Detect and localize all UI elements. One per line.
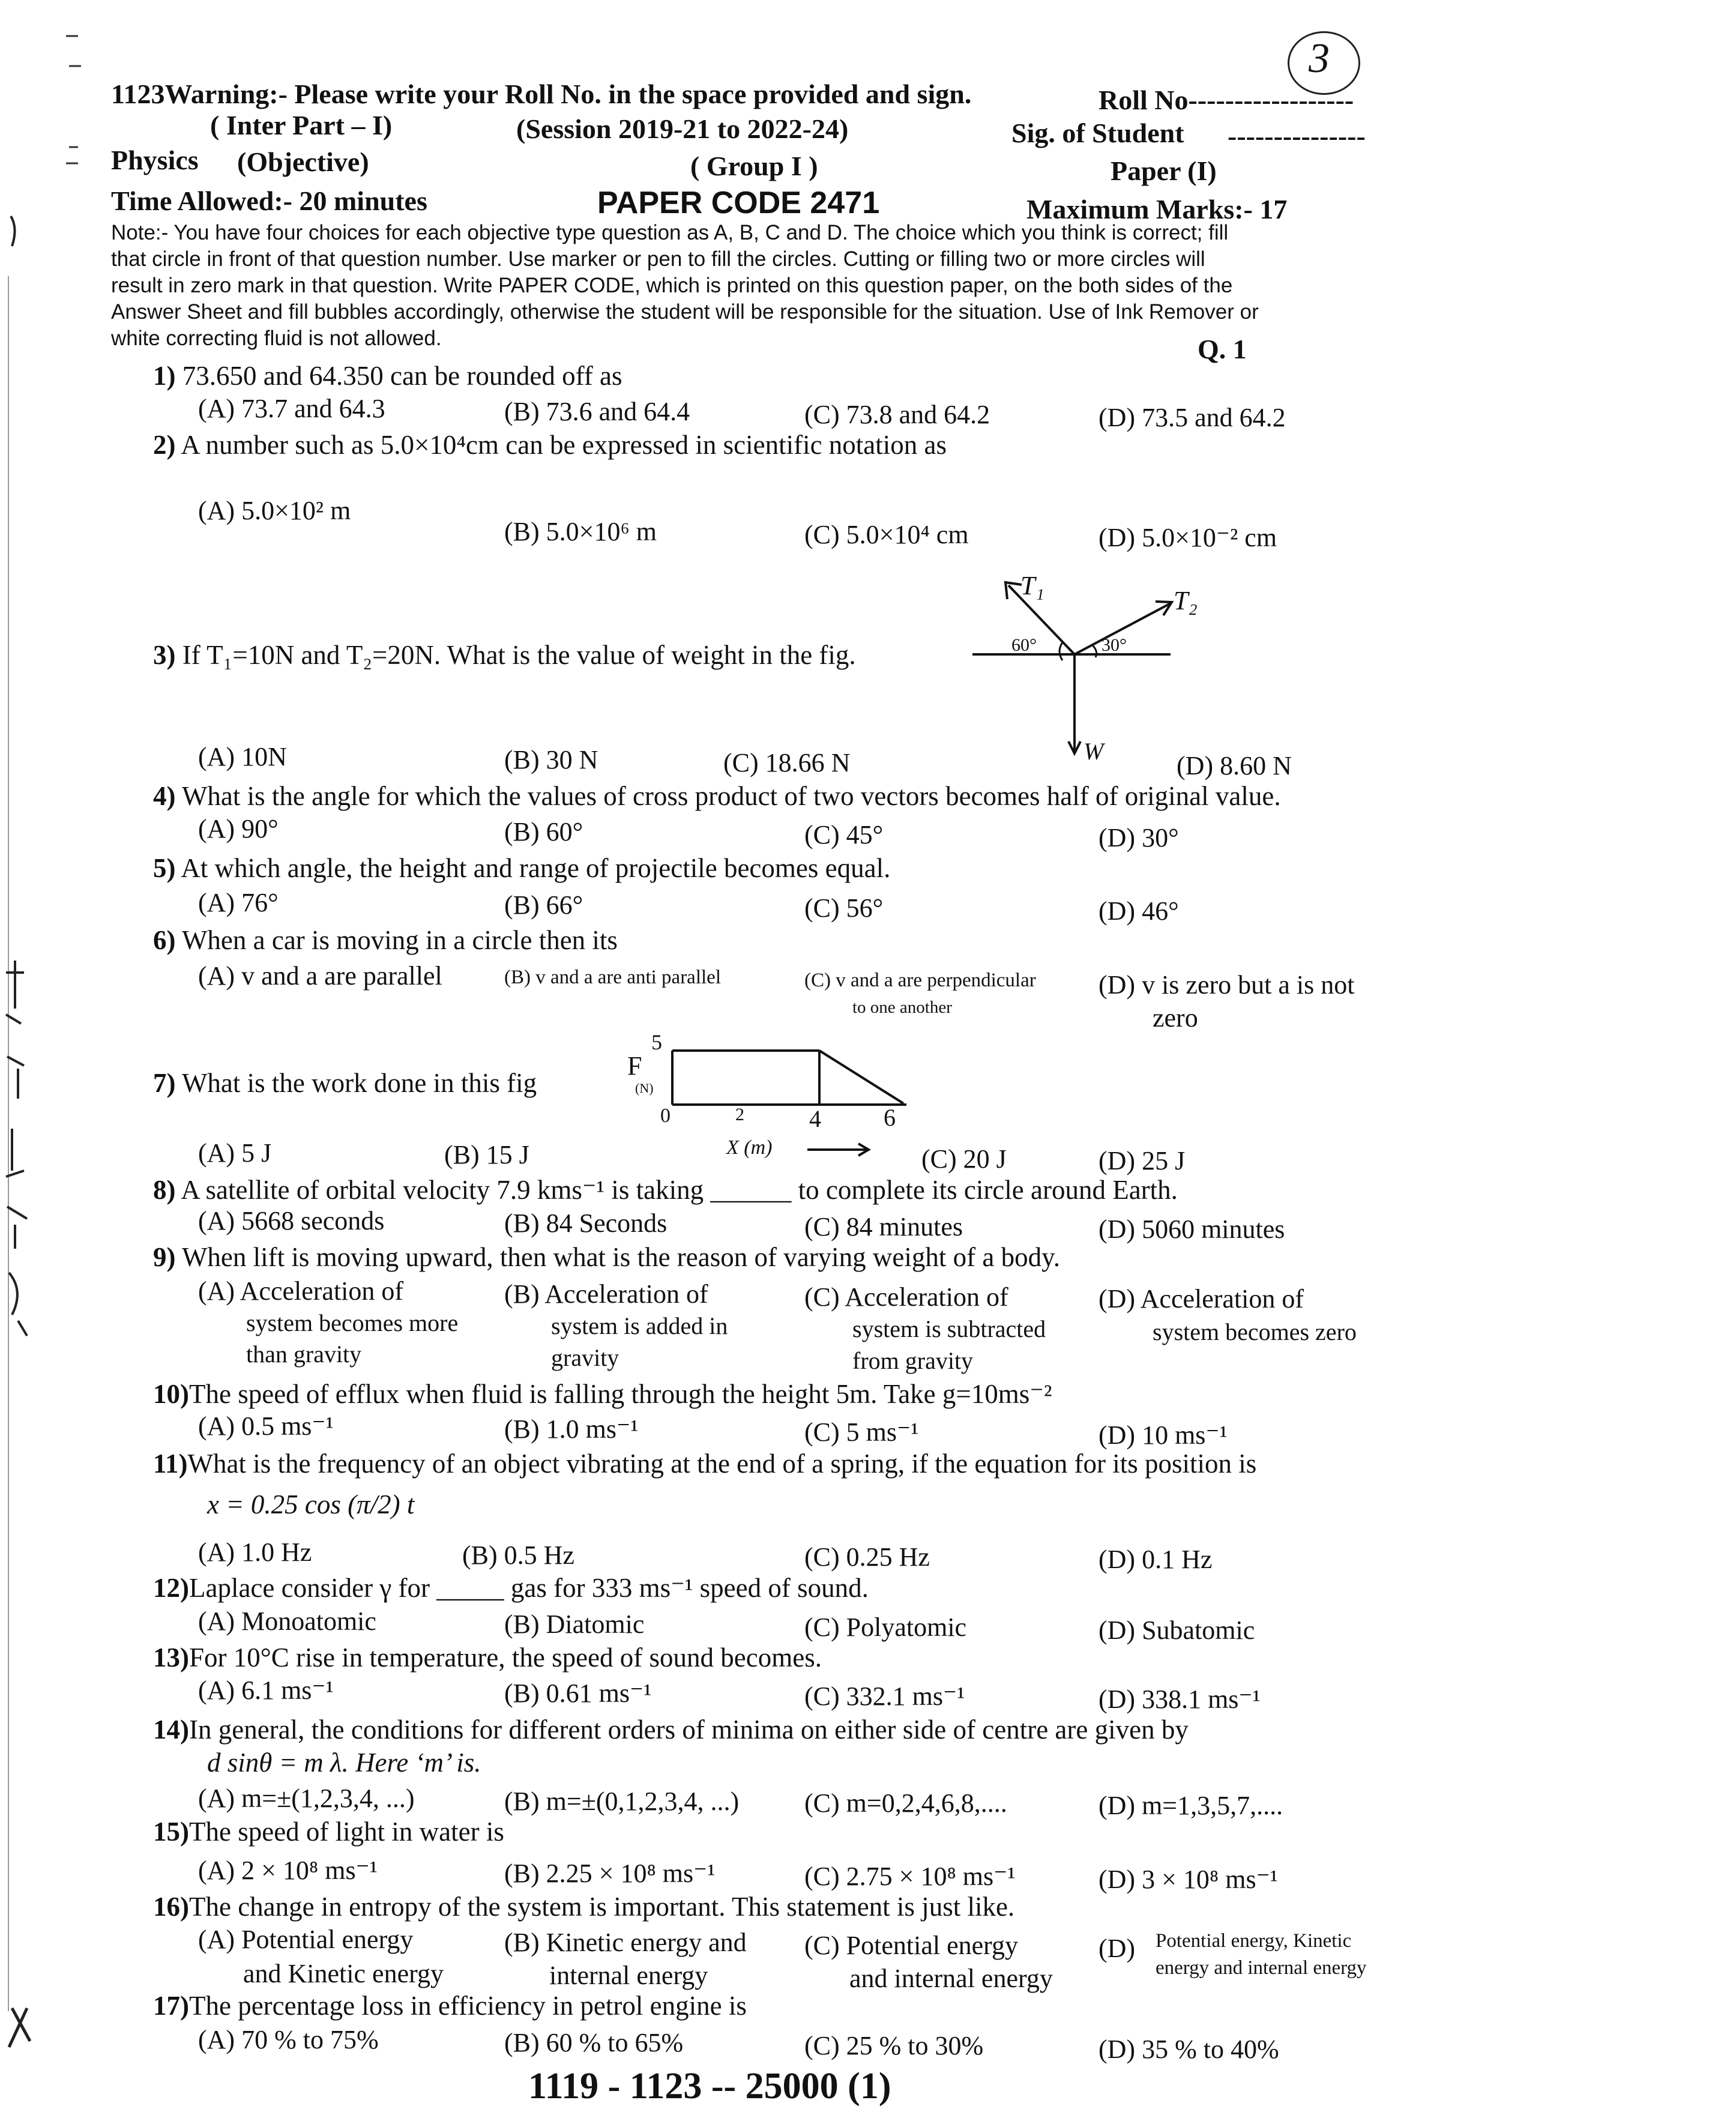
q2-option-d[interactable]: (D) 5.0×10⁻² cm bbox=[1099, 523, 1277, 552]
q13-option-a[interactable]: (A) 6.1 ms⁻¹ bbox=[198, 1676, 334, 1705]
fig7-x0: 0 bbox=[660, 1105, 671, 1127]
q10-option-a[interactable]: (A) 0.5 ms⁻¹ bbox=[198, 1411, 334, 1441]
question-1-text: 73.650 and 64.350 can be rounded off as bbox=[182, 361, 622, 391]
q13-option-b[interactable]: (B) 0.61 ms⁻¹ bbox=[504, 1679, 652, 1708]
part-label: ( Inter Part – I) bbox=[210, 110, 393, 140]
q14-option-b[interactable]: (B) m=±(0,1,2,3,4, ...) bbox=[504, 1787, 740, 1816]
q5-option-a[interactable]: (A) 76° bbox=[198, 888, 279, 917]
footer-code: 1119 - 1123 -- 25000 (1) bbox=[528, 2066, 891, 2107]
question-number: 15) bbox=[153, 1817, 189, 1847]
question-number: 14) bbox=[153, 1715, 189, 1745]
session-label: (Session 2019-21 to 2022-24) bbox=[516, 113, 849, 144]
fig7-x4: 4 bbox=[809, 1105, 821, 1132]
question-number: 8) bbox=[153, 1175, 176, 1205]
q16-option-c[interactable]: (C) Potential energy bbox=[804, 1931, 1018, 1960]
question-number: 6) bbox=[153, 925, 176, 955]
q7-option-a[interactable]: (A) 5 J bbox=[198, 1138, 272, 1168]
q9-option-a[interactable]: (A) Acceleration of bbox=[198, 1276, 404, 1306]
max-marks: Maximum Marks:- 17 bbox=[1026, 194, 1288, 225]
q12-option-b[interactable]: (B) Diatomic bbox=[504, 1610, 645, 1639]
q7-option-d[interactable]: (D) 25 J bbox=[1099, 1146, 1186, 1175]
signature-label: Sig. of Student bbox=[1011, 118, 1184, 148]
question-number: 7) bbox=[153, 1068, 176, 1098]
q8-option-b[interactable]: (B) 84 Seconds bbox=[504, 1208, 668, 1238]
q8-option-a[interactable]: (A) 5668 seconds bbox=[198, 1206, 385, 1235]
question-6-text: When a car is moving in a circle then its bbox=[181, 925, 618, 955]
question-number: 17) bbox=[153, 1991, 189, 2021]
q6-option-c-cont: to one another bbox=[852, 998, 952, 1017]
fig7-x2: 2 bbox=[735, 1105, 744, 1124]
paper-label: Paper (I) bbox=[1111, 155, 1217, 186]
fig3-t1-label: T₁ bbox=[1020, 571, 1044, 600]
q2-option-c[interactable]: (C) 5.0×10⁴ cm bbox=[804, 520, 969, 549]
q10-option-b[interactable]: (B) 1.0 ms⁻¹ bbox=[504, 1414, 639, 1444]
note-line-3: result in zero mark in that question. Write PAPER CODE, which is printed on this question paper, on the both sides of the bbox=[111, 274, 1233, 297]
q16-option-b[interactable]: (B) Kinetic energy and bbox=[504, 1928, 747, 1957]
fig7-y-value: 5 bbox=[651, 1030, 662, 1054]
question-13-text: For 10°C rise in temperature, the speed of sound becomes. bbox=[189, 1643, 822, 1673]
question-11-text: What is the frequency of an object vibrating at the end of a spring, if the equation for its position is bbox=[187, 1449, 1257, 1479]
q15-option-d[interactable]: (D) 3 × 10⁸ ms⁻¹ bbox=[1099, 1865, 1278, 1894]
q9-option-b-line3: gravity bbox=[551, 1344, 619, 1371]
question-number: 2) bbox=[153, 430, 176, 460]
question-17-text: The percentage loss in efficiency in petrol engine is bbox=[189, 1991, 747, 2021]
q12-option-a[interactable]: (A) Monoatomic bbox=[198, 1607, 376, 1636]
question-number: 12) bbox=[153, 1573, 189, 1603]
note-line-2: that circle in front of that question number. Use marker or pen to fill the circles. Cutting or filling two or more circles will bbox=[111, 247, 1205, 271]
q9-option-a-line2: system becomes more bbox=[246, 1309, 459, 1336]
q9-option-c-line2: system is subtracted bbox=[852, 1315, 1046, 1342]
q1-label: Q. 1 bbox=[1198, 334, 1247, 364]
q1-option-d[interactable]: (D) 73.5 and 64.2 bbox=[1099, 403, 1286, 432]
tension-figure bbox=[972, 570, 1189, 774]
question-5-text: At which angle, the height and range of projectile becomes equal. bbox=[181, 853, 891, 883]
q9-option-d-line2: system becomes zero bbox=[1153, 1318, 1357, 1345]
q16-option-c-line2: and internal energy bbox=[849, 1964, 1053, 1993]
question-2-text: A number such as 5.0×10⁴cm can be expressed in scientific notation as bbox=[181, 430, 947, 460]
question-15-text: The speed of light in water is bbox=[189, 1817, 504, 1847]
question-number: 11) bbox=[153, 1449, 188, 1479]
fig7-x-label: X (m) bbox=[726, 1136, 773, 1159]
question-4-text: What is the angle for which the values of cross product of two vectors becomes half of original value. bbox=[181, 781, 1281, 811]
question-number: 10) bbox=[153, 1379, 189, 1409]
paper-code: PAPER CODE 2471 bbox=[597, 186, 880, 220]
q1-option-b[interactable]: (B) 73.6 and 64.4 bbox=[504, 397, 690, 426]
q11-option-b[interactable]: (B) 0.5 Hz bbox=[462, 1540, 574, 1570]
q10-option-c[interactable]: (C) 5 ms⁻¹ bbox=[804, 1417, 919, 1447]
q1-option-c[interactable]: (C) 73.8 and 64.2 bbox=[804, 400, 990, 429]
q9-option-b-line2: system is added in bbox=[551, 1312, 728, 1339]
question-number: 13) bbox=[153, 1643, 189, 1673]
question-number: 1) bbox=[153, 361, 176, 391]
question-16-text: The change in entropy of the system is important. This statement is just like. bbox=[189, 1892, 1015, 1922]
margin-marks bbox=[0, 0, 72, 2127]
q4-option-b[interactable]: (B) 60° bbox=[504, 817, 583, 846]
time-allowed: Time Allowed:- 20 minutes bbox=[111, 186, 427, 216]
fig7-force-unit: (N) bbox=[635, 1081, 654, 1096]
q15-option-a[interactable]: (A) 2 × 10⁸ ms⁻¹ bbox=[198, 1856, 378, 1885]
q5-option-c[interactable]: (C) 56° bbox=[804, 893, 884, 923]
q16-option-b-line2: internal energy bbox=[549, 1961, 708, 1990]
q7-option-c[interactable]: (C) 20 J bbox=[921, 1144, 1007, 1174]
fig3-t2-label: T₂ bbox=[1174, 586, 1198, 615]
q13-option-c[interactable]: (C) 332.1 ms⁻¹ bbox=[804, 1682, 965, 1711]
q11-option-a[interactable]: (A) 1.0 Hz bbox=[198, 1537, 312, 1567]
note-line-1: Note:- You have four choices for each objective type question as A, B, C and D. The choice which you think is correct; fill bbox=[111, 221, 1229, 244]
question-number: 16) bbox=[153, 1892, 189, 1922]
fig7-force-label: F bbox=[627, 1051, 642, 1081]
q14-equation: d sinθ = m λ. Here ‘m’ is. bbox=[207, 1748, 481, 1778]
q5-option-d[interactable]: (D) 46° bbox=[1099, 896, 1179, 926]
signature-line[interactable]: --------------- bbox=[1228, 121, 1366, 151]
question-number: 9) bbox=[153, 1242, 176, 1272]
q14-option-c[interactable]: (C) m=0,2,4,6,8,.... bbox=[804, 1788, 1007, 1818]
q15-option-c[interactable]: (C) 2.75 × 10⁸ ms⁻¹ bbox=[804, 1862, 1016, 1891]
question-number: 4) bbox=[153, 781, 176, 811]
type-label: (Objective) bbox=[237, 146, 369, 177]
q4-option-c[interactable]: (C) 45° bbox=[804, 820, 884, 849]
q10-option-d[interactable]: (D) 10 ms⁻¹ bbox=[1099, 1420, 1228, 1450]
question-number: 5) bbox=[153, 853, 176, 883]
q3-option-a[interactable]: (A) 10N bbox=[198, 742, 287, 771]
group-label: ( Group I ) bbox=[690, 151, 818, 181]
page-number: 3 bbox=[1309, 35, 1330, 82]
q11-option-c[interactable]: (C) 0.25 Hz bbox=[804, 1542, 930, 1572]
q2-option-a[interactable]: (A) 5.0×10² m bbox=[198, 496, 351, 525]
question-8-text: A satellite of orbital velocity 7.9 kms⁻¹ is taking ______ to complete its circle around Earth. bbox=[181, 1175, 1178, 1205]
q16-option-a-line2: and Kinetic energy bbox=[243, 1959, 444, 1988]
q11-equation: x = 0.25 cos (π/2) t bbox=[207, 1489, 415, 1519]
q9-option-b[interactable]: (B) Acceleration of bbox=[504, 1279, 708, 1309]
q15-option-b[interactable]: (B) 2.25 × 10⁸ ms⁻¹ bbox=[504, 1859, 716, 1888]
q13-option-d[interactable]: (D) 338.1 ms⁻¹ bbox=[1099, 1685, 1261, 1714]
q5-option-b[interactable]: (B) 66° bbox=[504, 890, 583, 920]
question-14-text: In general, the conditions for different orders of minima on either side of centre are given by bbox=[189, 1715, 1189, 1745]
q16-option-a[interactable]: (A) Potential energy bbox=[198, 1925, 414, 1954]
question-7-text: What is the work done in this fig bbox=[181, 1068, 537, 1098]
q9-option-c-line3: from gravity bbox=[852, 1347, 974, 1374]
fig3-weight-label: W bbox=[1083, 738, 1104, 765]
q6-option-d[interactable]: (D) v is zero but a is not bbox=[1099, 970, 1355, 1000]
q16-option-d[interactable]: (D) bbox=[1099, 1934, 1136, 1963]
q3-option-d[interactable]: (D) 8.60 N bbox=[1177, 751, 1292, 780]
q3-option-c[interactable]: (C) 18.66 N bbox=[723, 748, 851, 777]
q7-option-b[interactable]: (B) 15 J bbox=[444, 1140, 529, 1169]
q8-option-d[interactable]: (D) 5060 minutes bbox=[1099, 1214, 1285, 1244]
question-number: 3) bbox=[153, 640, 176, 670]
q6-option-d-cont: zero bbox=[1153, 1003, 1198, 1033]
q4-option-d[interactable]: (D) 30° bbox=[1099, 823, 1179, 852]
q2-option-b[interactable]: (B) 5.0×10⁶ m bbox=[504, 517, 657, 546]
q9-option-c[interactable]: (C) Acceleration of bbox=[804, 1282, 1008, 1312]
q17-option-a[interactable]: (A) 70 % to 75% bbox=[198, 2025, 379, 2054]
q14-option-a[interactable]: (A) m=±(1,2,3,4, ...) bbox=[198, 1784, 415, 1813]
question-10-text: The speed of efflux when fluid is falling through the height 5m. Take g=10ms⁻² bbox=[189, 1379, 1052, 1409]
subject-label: Physics bbox=[111, 145, 199, 175]
q9-option-d[interactable]: (D) Acceleration of bbox=[1099, 1284, 1304, 1314]
fig7-x6: 6 bbox=[884, 1104, 896, 1131]
q17-option-d[interactable]: (D) 35 % to 40% bbox=[1099, 2035, 1279, 2064]
q16-option-d-line2: energy and internal energy bbox=[1156, 1957, 1367, 1979]
q6-option-a[interactable]: (A) v and a are parallel bbox=[198, 961, 442, 991]
q9-option-a-line3: than gravity bbox=[246, 1341, 362, 1368]
fig3-angle-30: 30° bbox=[1102, 635, 1127, 655]
note-line-4: Answer Sheet and fill bubbles accordingly, otherwise the student will be responsible for the situation. Use of Ink Remover or bbox=[111, 300, 1259, 324]
q12-option-c[interactable]: (C) Polyatomic bbox=[804, 1613, 967, 1642]
q1-option-a[interactable]: (A) 73.7 and 64.3 bbox=[198, 394, 385, 423]
q6-option-c[interactable]: (C) v and a are perpendicular bbox=[804, 970, 1036, 991]
warning-text: 1123Warning:- Please write your Roll No. in the space provided and sign. bbox=[111, 79, 972, 109]
q17-option-b[interactable]: (B) 60 % to 65% bbox=[504, 2028, 684, 2057]
q8-option-c[interactable]: (C) 84 minutes bbox=[804, 1212, 963, 1242]
question-3-text: If T₁=10N and T₂=20N. What is the value of weight in the fig. bbox=[182, 640, 856, 670]
q3-option-b[interactable]: (B) 30 N bbox=[504, 745, 598, 774]
q17-option-c[interactable]: (C) 25 % to 30% bbox=[804, 2031, 984, 2060]
q12-option-d[interactable]: (D) Subatomic bbox=[1099, 1616, 1255, 1645]
q16-option-d-line1: Potential energy, Kinetic bbox=[1156, 1930, 1352, 1952]
fig7-x-arrow-icon bbox=[807, 1141, 873, 1159]
q6-option-b[interactable]: (B) v and a are anti parallel bbox=[504, 967, 721, 988]
q14-option-d[interactable]: (D) m=1,3,5,7,.... bbox=[1099, 1791, 1283, 1820]
question-12-text: Laplace consider γ for _____ gas for 333 ms⁻¹ speed of sound. bbox=[189, 1573, 869, 1603]
q11-option-d[interactable]: (D) 0.1 Hz bbox=[1099, 1545, 1213, 1574]
question-9-text: When lift is moving upward, then what is the reason of varying weight of a body. bbox=[181, 1242, 1060, 1272]
fig3-angle-60: 60° bbox=[1011, 635, 1037, 655]
roll-no-field[interactable]: Roll No------------------ bbox=[1099, 85, 1354, 115]
note-line-5: white correcting fluid is not allowed. bbox=[111, 327, 442, 350]
q4-option-a[interactable]: (A) 90° bbox=[198, 814, 279, 843]
